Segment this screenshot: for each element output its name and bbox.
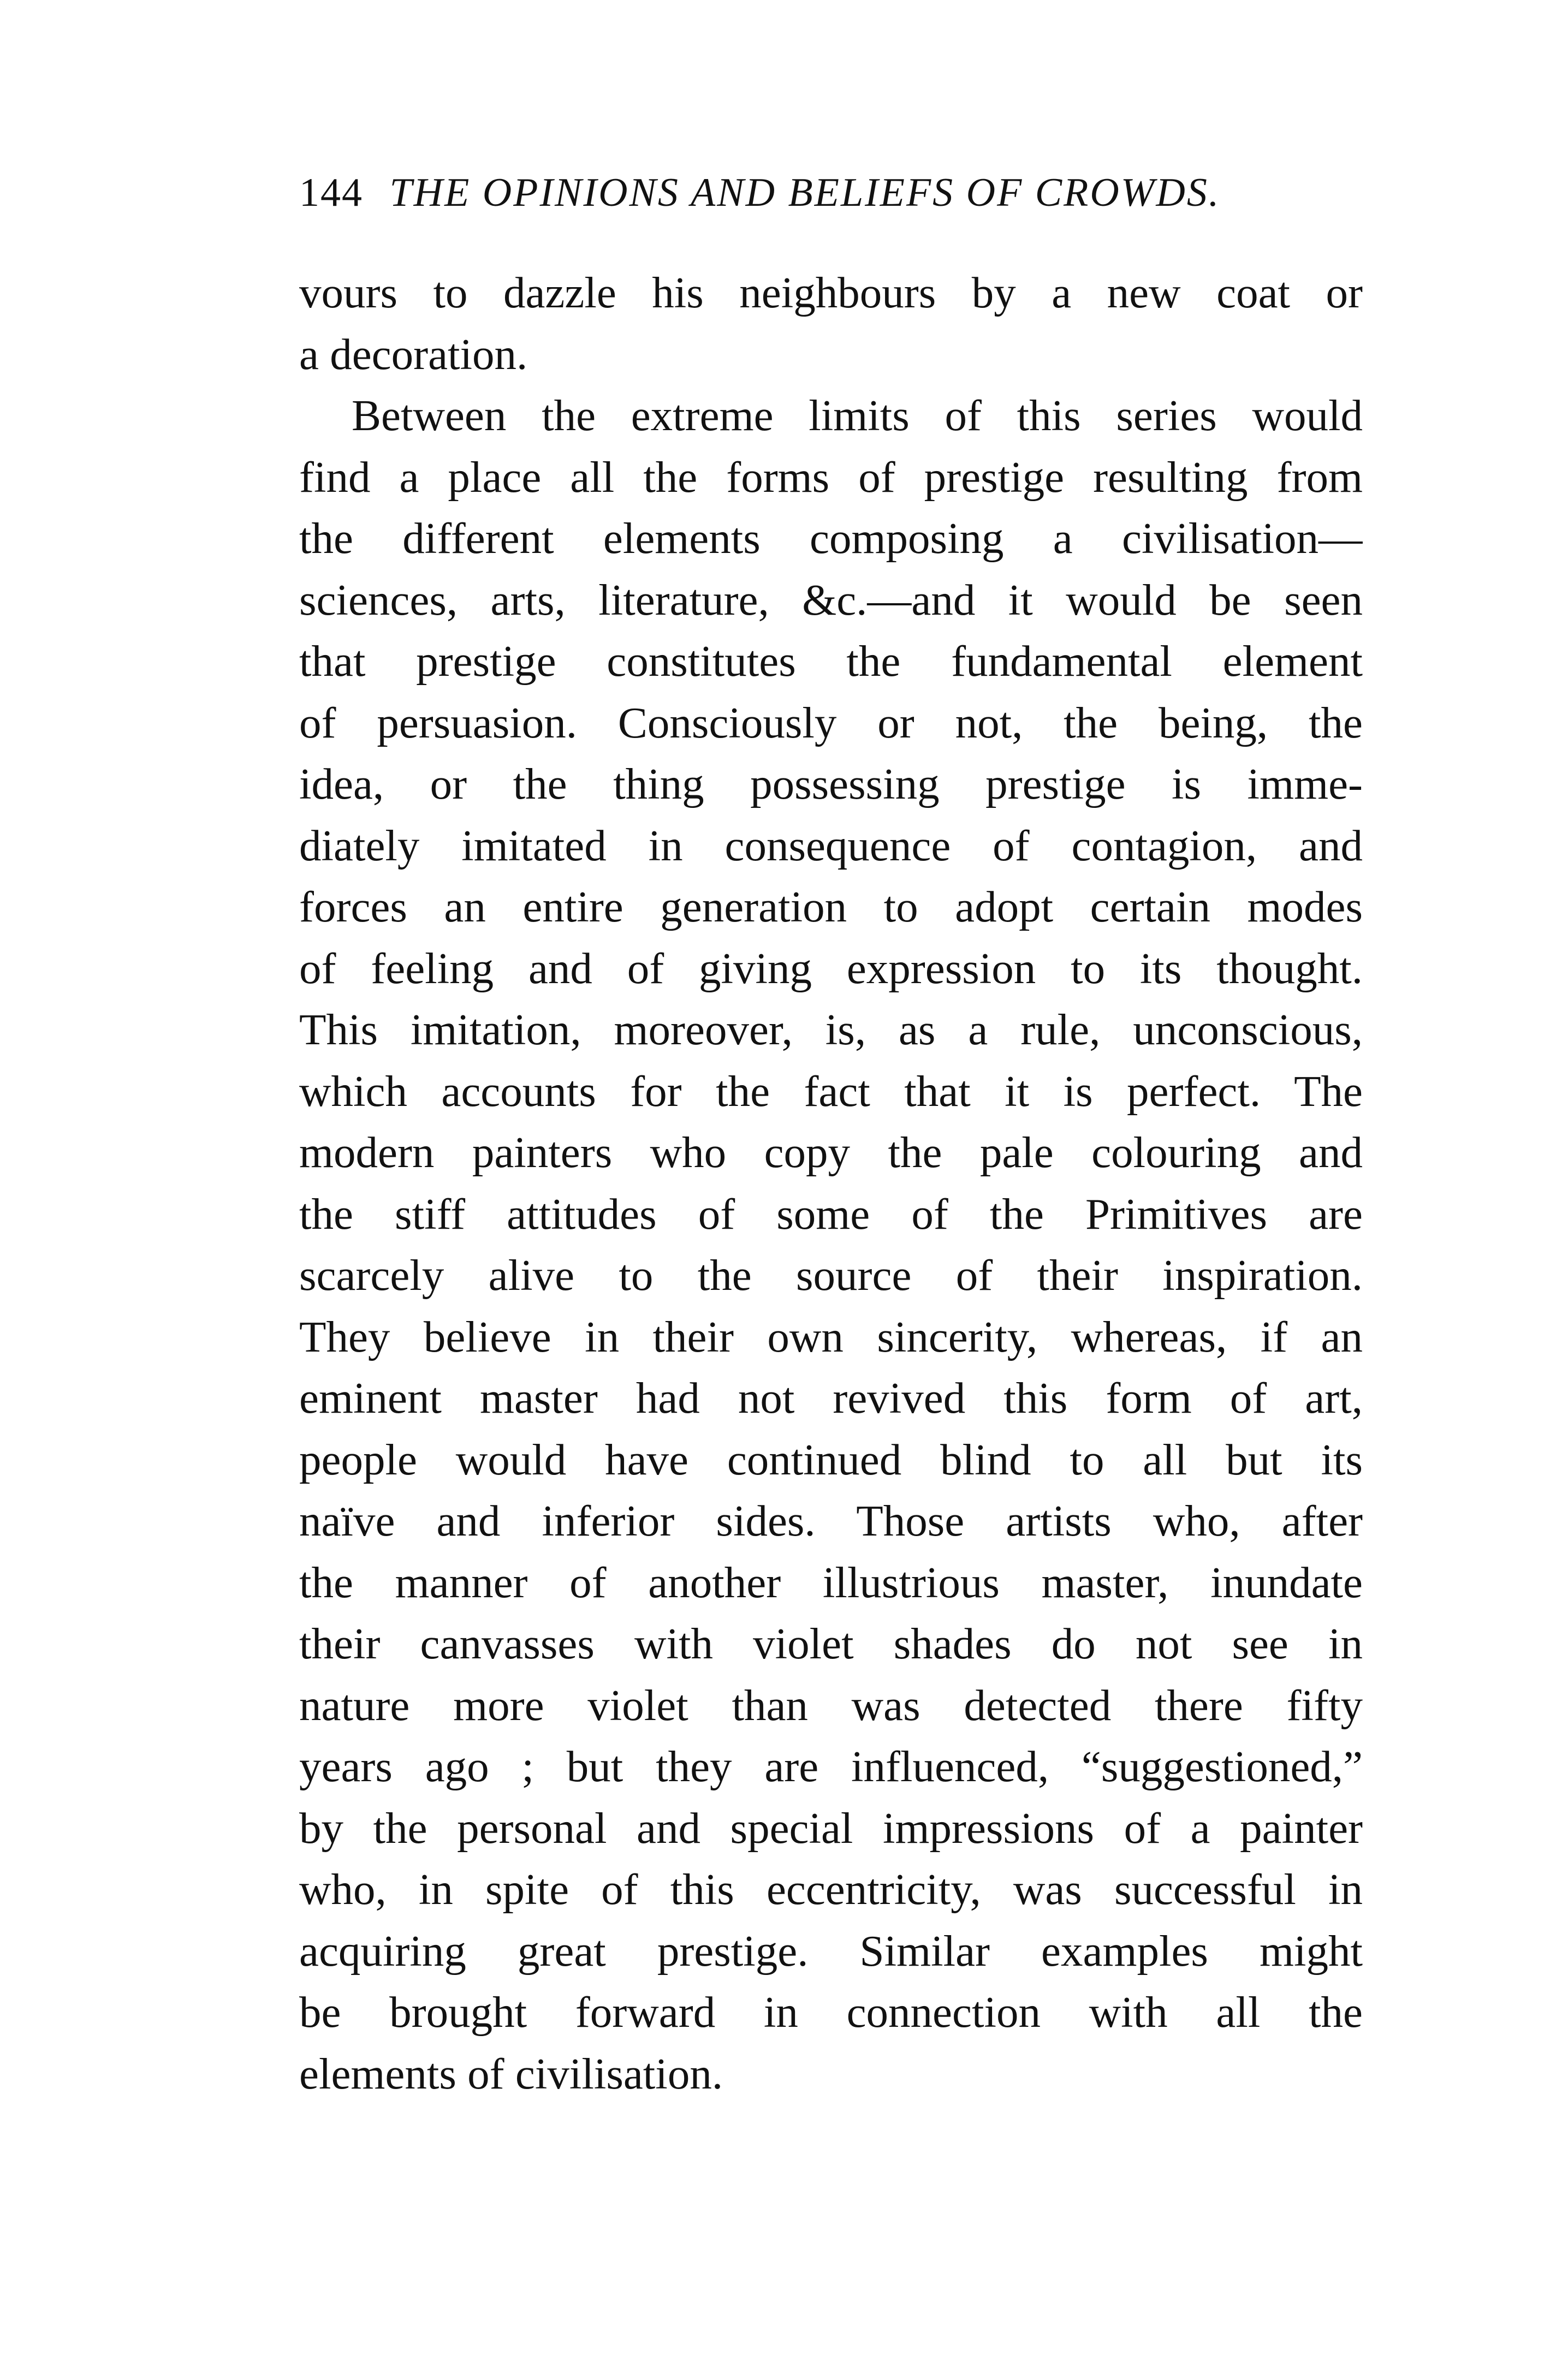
text-line: acquiring great prestige. Similar examples might [299, 1926, 1363, 1976]
text-line: of persuasion. Consciously or not, the being, the [299, 698, 1363, 747]
page-number: 144 [299, 170, 363, 215]
text-line: nature more violet than was detected there fifty [299, 1680, 1363, 1730]
text-line: which accounts for the fact that it is perfect. The [299, 1066, 1363, 1116]
text-line: diately imitated in consequence of contagion, and [299, 820, 1363, 870]
text-line: be brought forward in connection with all the [299, 1988, 1363, 2037]
text-line: that prestige constitutes the fundamental element [299, 636, 1363, 686]
running-title: THE OPINIONS AND BELIEFS OF CROWDS. [389, 170, 1221, 215]
text-line: vours to dazzle his neighbours by a new coat or [299, 268, 1363, 317]
text-line: people would have continued blind to all but its [299, 1435, 1363, 1484]
text-line: idea, or the thing possessing prestige is imme- [299, 759, 1363, 808]
text-line: who, in spite of this eccentricity, was successful in [299, 1865, 1363, 1914]
paragraph-first-line: Between the extreme limits of this series would [352, 391, 1363, 440]
text-line: years ago ; but they are influenced, “suggestioned,” [299, 1742, 1363, 1791]
body-text [299, 262, 1363, 2104]
text-line: eminent master had not revived this form of art, [299, 1373, 1363, 1423]
text-line: by the personal and special impressions of a painter [299, 1803, 1363, 1853]
running-head [299, 163, 1391, 223]
text-line: scarcely alive to the source of their inspiration. [299, 1251, 1363, 1300]
text-line: This imitation, moreover, is, as a rule, unconscious, [299, 1005, 1363, 1054]
text-line: find a place all the forms of prestige resulting from [299, 452, 1363, 502]
text-line: the different elements composing a civilisation— [299, 514, 1363, 563]
text-line: of feeling and of giving expression to its thought. [299, 943, 1363, 993]
text-line: the manner of another illustrious master, inundate [299, 1557, 1363, 1607]
text-line: modern painters who copy the pale colouring and [299, 1128, 1363, 1177]
text-line: naïve and inferior sides. Those artists who, after [299, 1496, 1363, 1545]
text-line: They believe in their own sincerity, whereas, if an [299, 1312, 1363, 1361]
text-line: forces an entire generation to adopt certain modes [299, 882, 1363, 931]
text-line: a decoration. [299, 329, 528, 379]
text-line: sciences, arts, literature, &c.—and it would be seen [299, 575, 1363, 624]
text-line: the stiff attitudes of some of the Primitives are [299, 1189, 1363, 1239]
text-line: their canvasses with violet shades do not see in [299, 1619, 1363, 1668]
text-line: elements of civilisation. [299, 2049, 723, 2098]
